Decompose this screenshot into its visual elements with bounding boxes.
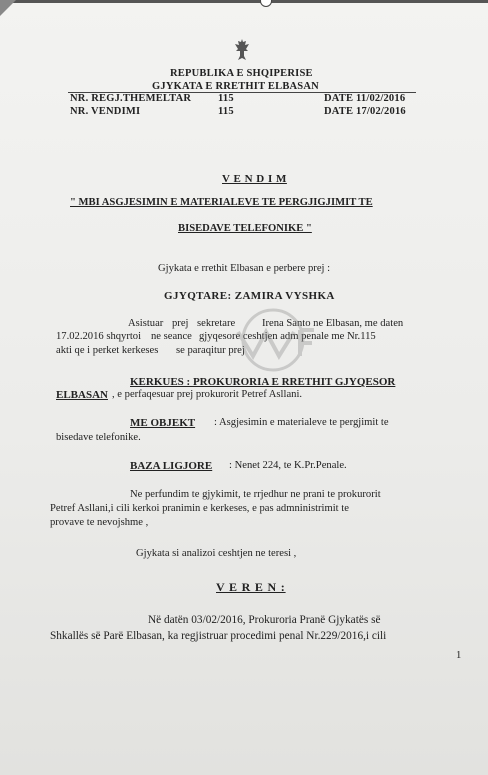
page-corner xyxy=(0,0,16,16)
para-line-1: Në datën 03/02/2016, Prokuroria Pranë Gjykatës së xyxy=(148,614,381,626)
veren-heading: V E R E N : xyxy=(216,580,286,594)
assist-word: Asistuar xyxy=(128,318,164,329)
assist-sekretare: sekretare xyxy=(197,318,236,329)
reg-date: DATE 11/02/2016 xyxy=(324,93,406,104)
subject-line-1: " MBI ASGJESIMIN E MATERIALEVE TE PERGJIGJIMIT TE xyxy=(70,197,373,208)
analizoi-line: Gjykata si analizoi ceshtjen ne teresi , xyxy=(136,548,297,559)
scroll-handle-icon[interactable] xyxy=(260,0,272,7)
objekt-rest-2: bisedave telefonike. xyxy=(56,432,141,443)
judge-line: GJYQTARE: ZAMIRA VYSHKA xyxy=(164,290,335,302)
decision-date: DATE 17/02/2016 xyxy=(324,106,406,117)
perfundim-line-2: Petref Asllani,i cili kerkoi pranimin e kerkeses, e pas admninistrimit te xyxy=(50,503,349,514)
objekt-label: ME OBJEKT xyxy=(130,417,196,429)
kerkues-label-cont: ELBASAN xyxy=(56,389,108,401)
assist-date: 17.02.2016 shqyrtoi xyxy=(56,331,142,342)
court-intro: Gjykata e rrethit Elbasan e perbere prej : xyxy=(158,263,331,274)
perfundim-line-1: Ne perfundim te gjykimit, te rrjedhur ne prani te prokurorit xyxy=(130,489,381,500)
page-number: 1 xyxy=(456,650,462,661)
top-border xyxy=(0,0,488,3)
assist-rest: Irena Santo ne Elbasan, me daten xyxy=(262,318,404,329)
decision-label: NR. VENDIMI xyxy=(70,106,141,117)
kerkues-label: KERKUES : PROKURORIA E RRETHIT GJYQESOR xyxy=(130,376,396,388)
subject-line-2: BISEDAVE TELEFONIKE " xyxy=(178,223,312,234)
kerkues-rest: , e perfaqesuar prej prokurorit Petref Asllani. xyxy=(112,389,303,400)
assist-seance: ne seance xyxy=(151,331,192,342)
assist-presented: se paraqitur prej xyxy=(176,345,245,356)
reg-number: 115 xyxy=(218,93,234,104)
albanian-eagle-emblem-icon xyxy=(234,38,250,62)
baza-label: BAZA LIGJORE xyxy=(130,460,213,472)
para-line-2: Shkallës së Parë Elbasan, ka regjistruar procedimi penal Nr.229/2016,i cili xyxy=(50,630,387,642)
header-court: GJYKATA E RRETHIT ELBASAN xyxy=(152,81,319,92)
decision-number: 115 xyxy=(218,106,234,117)
baza-rest: : Nenet 224, te K.Pr.Penale. xyxy=(229,460,347,471)
reg-label: NR. REGJ.THEMELTAR xyxy=(70,93,192,104)
watermark-icon xyxy=(218,300,328,380)
assist-prej: prej xyxy=(172,318,189,329)
vendim-title: V E N D I M xyxy=(222,173,287,185)
header-republic: REPUBLIKA E SHQIPERISE xyxy=(170,68,313,79)
perfundim-line-3: provave te nevojshme , xyxy=(50,517,149,528)
objekt-rest-1: : Asgjesimin e materialeve te pergjimit te xyxy=(214,417,389,428)
assist-case: gjyqesore ceshtjen adm penale me Nr.115 xyxy=(199,331,376,342)
assist-act: akti qe i perket kerkeses xyxy=(56,345,159,356)
